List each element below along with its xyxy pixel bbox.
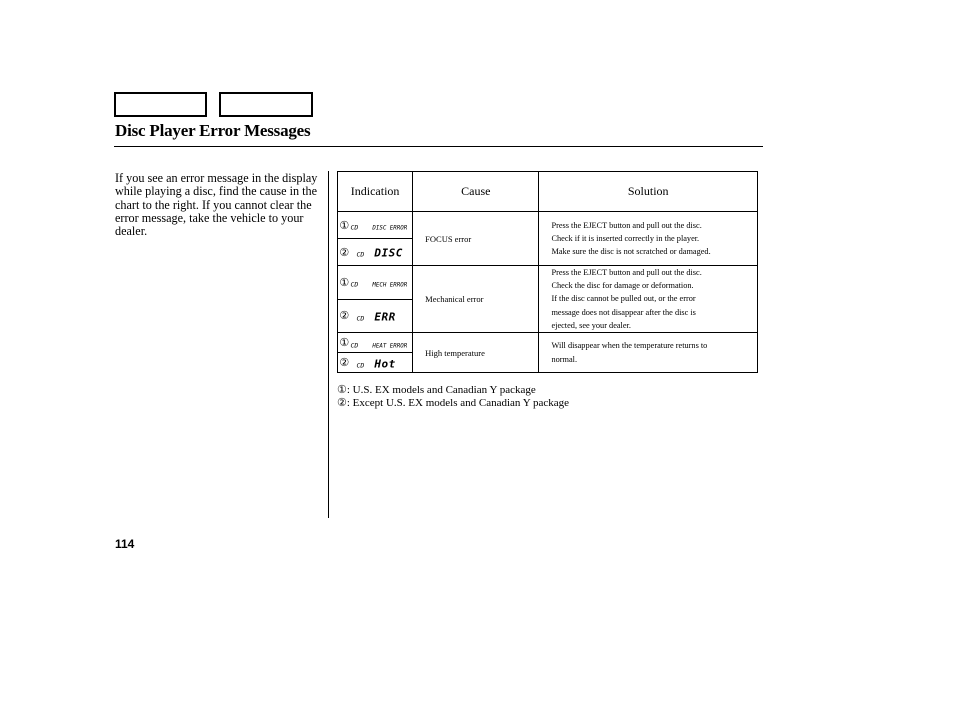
- lcd-display: [351, 242, 403, 261]
- page-number: 114: [115, 537, 135, 551]
- lcd-cd: CD: [356, 250, 365, 259]
- solution-line: Make sure the disc is not scratched or damaged.: [551, 247, 711, 257]
- footnote: [337, 397, 569, 410]
- lcd-indication: [351, 299, 413, 333]
- cause-cell: High temperature: [413, 333, 539, 373]
- page-title: Disc Player Error Messages: [115, 121, 311, 140]
- model-marker: ②: [338, 299, 351, 333]
- solution-line: Will disappear when the temperature returns to: [551, 341, 708, 351]
- lcd-display: [351, 215, 408, 234]
- solution-line: Press the EJECT button and pull out the disc.: [551, 268, 702, 277]
- solution-line: normal.: [551, 354, 578, 364]
- footnote: [337, 384, 569, 397]
- lcd-display: [351, 305, 396, 324]
- footnote-marker: ①: [337, 384, 347, 396]
- header-tab-box-1: [114, 92, 207, 117]
- lcd-message: HEAT ERROR: [372, 343, 408, 350]
- error-messages-table: [337, 171, 758, 373]
- solution-cell: [539, 333, 758, 373]
- solution-line: message does not disappear after the disc is: [551, 307, 696, 317]
- lcd-message: DISC ERROR: [372, 225, 408, 232]
- table-row: [338, 333, 758, 353]
- solution-line: Check if it is inserted correctly in the player.: [551, 233, 700, 243]
- lcd-cd: CD: [356, 314, 365, 323]
- model-marker: ①: [338, 266, 351, 300]
- header-solution: Solution: [539, 172, 758, 212]
- header-tab-box-2: [219, 92, 313, 117]
- solution-line: Check the disc for damage or deformation.: [551, 281, 694, 291]
- header-indication: Indication: [338, 172, 413, 212]
- model-marker: ①: [338, 212, 351, 239]
- column-divider: [328, 171, 329, 518]
- footnotes: [337, 384, 569, 411]
- solution-cell: [539, 212, 758, 266]
- solution-line: Press the EJECT button and pull out the disc.: [551, 220, 702, 230]
- solution-line: If the disc cannot be pulled out, or the error: [551, 294, 696, 304]
- lcd-indication: [351, 212, 413, 239]
- title-rule: [114, 146, 763, 147]
- lcd-display: [351, 352, 396, 371]
- table-row: [338, 212, 758, 239]
- lcd-cd: CD: [356, 361, 365, 370]
- lcd-indication: [351, 353, 413, 373]
- lcd-message: MECH ERROR: [372, 282, 408, 289]
- intro-paragraph: If you see an error message in the display while playing a disc, find the cause in the chart to the right. If you cannot clear the error message, take the vehicle to your dealer.: [115, 171, 318, 239]
- lcd-indication: [351, 333, 413, 353]
- footnote-text: : U.S. EX models and Canadian Y package: [346, 384, 536, 396]
- lcd-message: Hot: [374, 357, 396, 371]
- lcd-message: DISC: [374, 246, 403, 260]
- table-header-row: [338, 172, 758, 212]
- footnote-text: : Except U.S. EX models and Canadian Y package: [346, 397, 570, 410]
- table-row: [338, 266, 758, 300]
- lcd-indication: [351, 266, 413, 300]
- cause-cell: FOCUS error: [413, 212, 539, 266]
- lcd-cd: CD: [350, 341, 359, 350]
- model-marker: ①: [338, 333, 351, 353]
- model-marker: ②: [338, 353, 351, 373]
- lcd-indication: [351, 239, 413, 266]
- lcd-cd: CD: [350, 280, 359, 289]
- model-marker: ②: [338, 239, 351, 266]
- cause-cell: Mechanical error: [413, 266, 539, 333]
- footnote-marker: ②: [337, 397, 347, 410]
- lcd-display: [351, 332, 408, 351]
- lcd-cd: CD: [350, 223, 359, 232]
- solution-cell: [539, 266, 758, 333]
- header-cause: Cause: [413, 172, 539, 212]
- solution-line: ejected, see your dealer.: [551, 320, 631, 330]
- lcd-display: [351, 272, 408, 291]
- lcd-message: ERR: [374, 310, 396, 324]
